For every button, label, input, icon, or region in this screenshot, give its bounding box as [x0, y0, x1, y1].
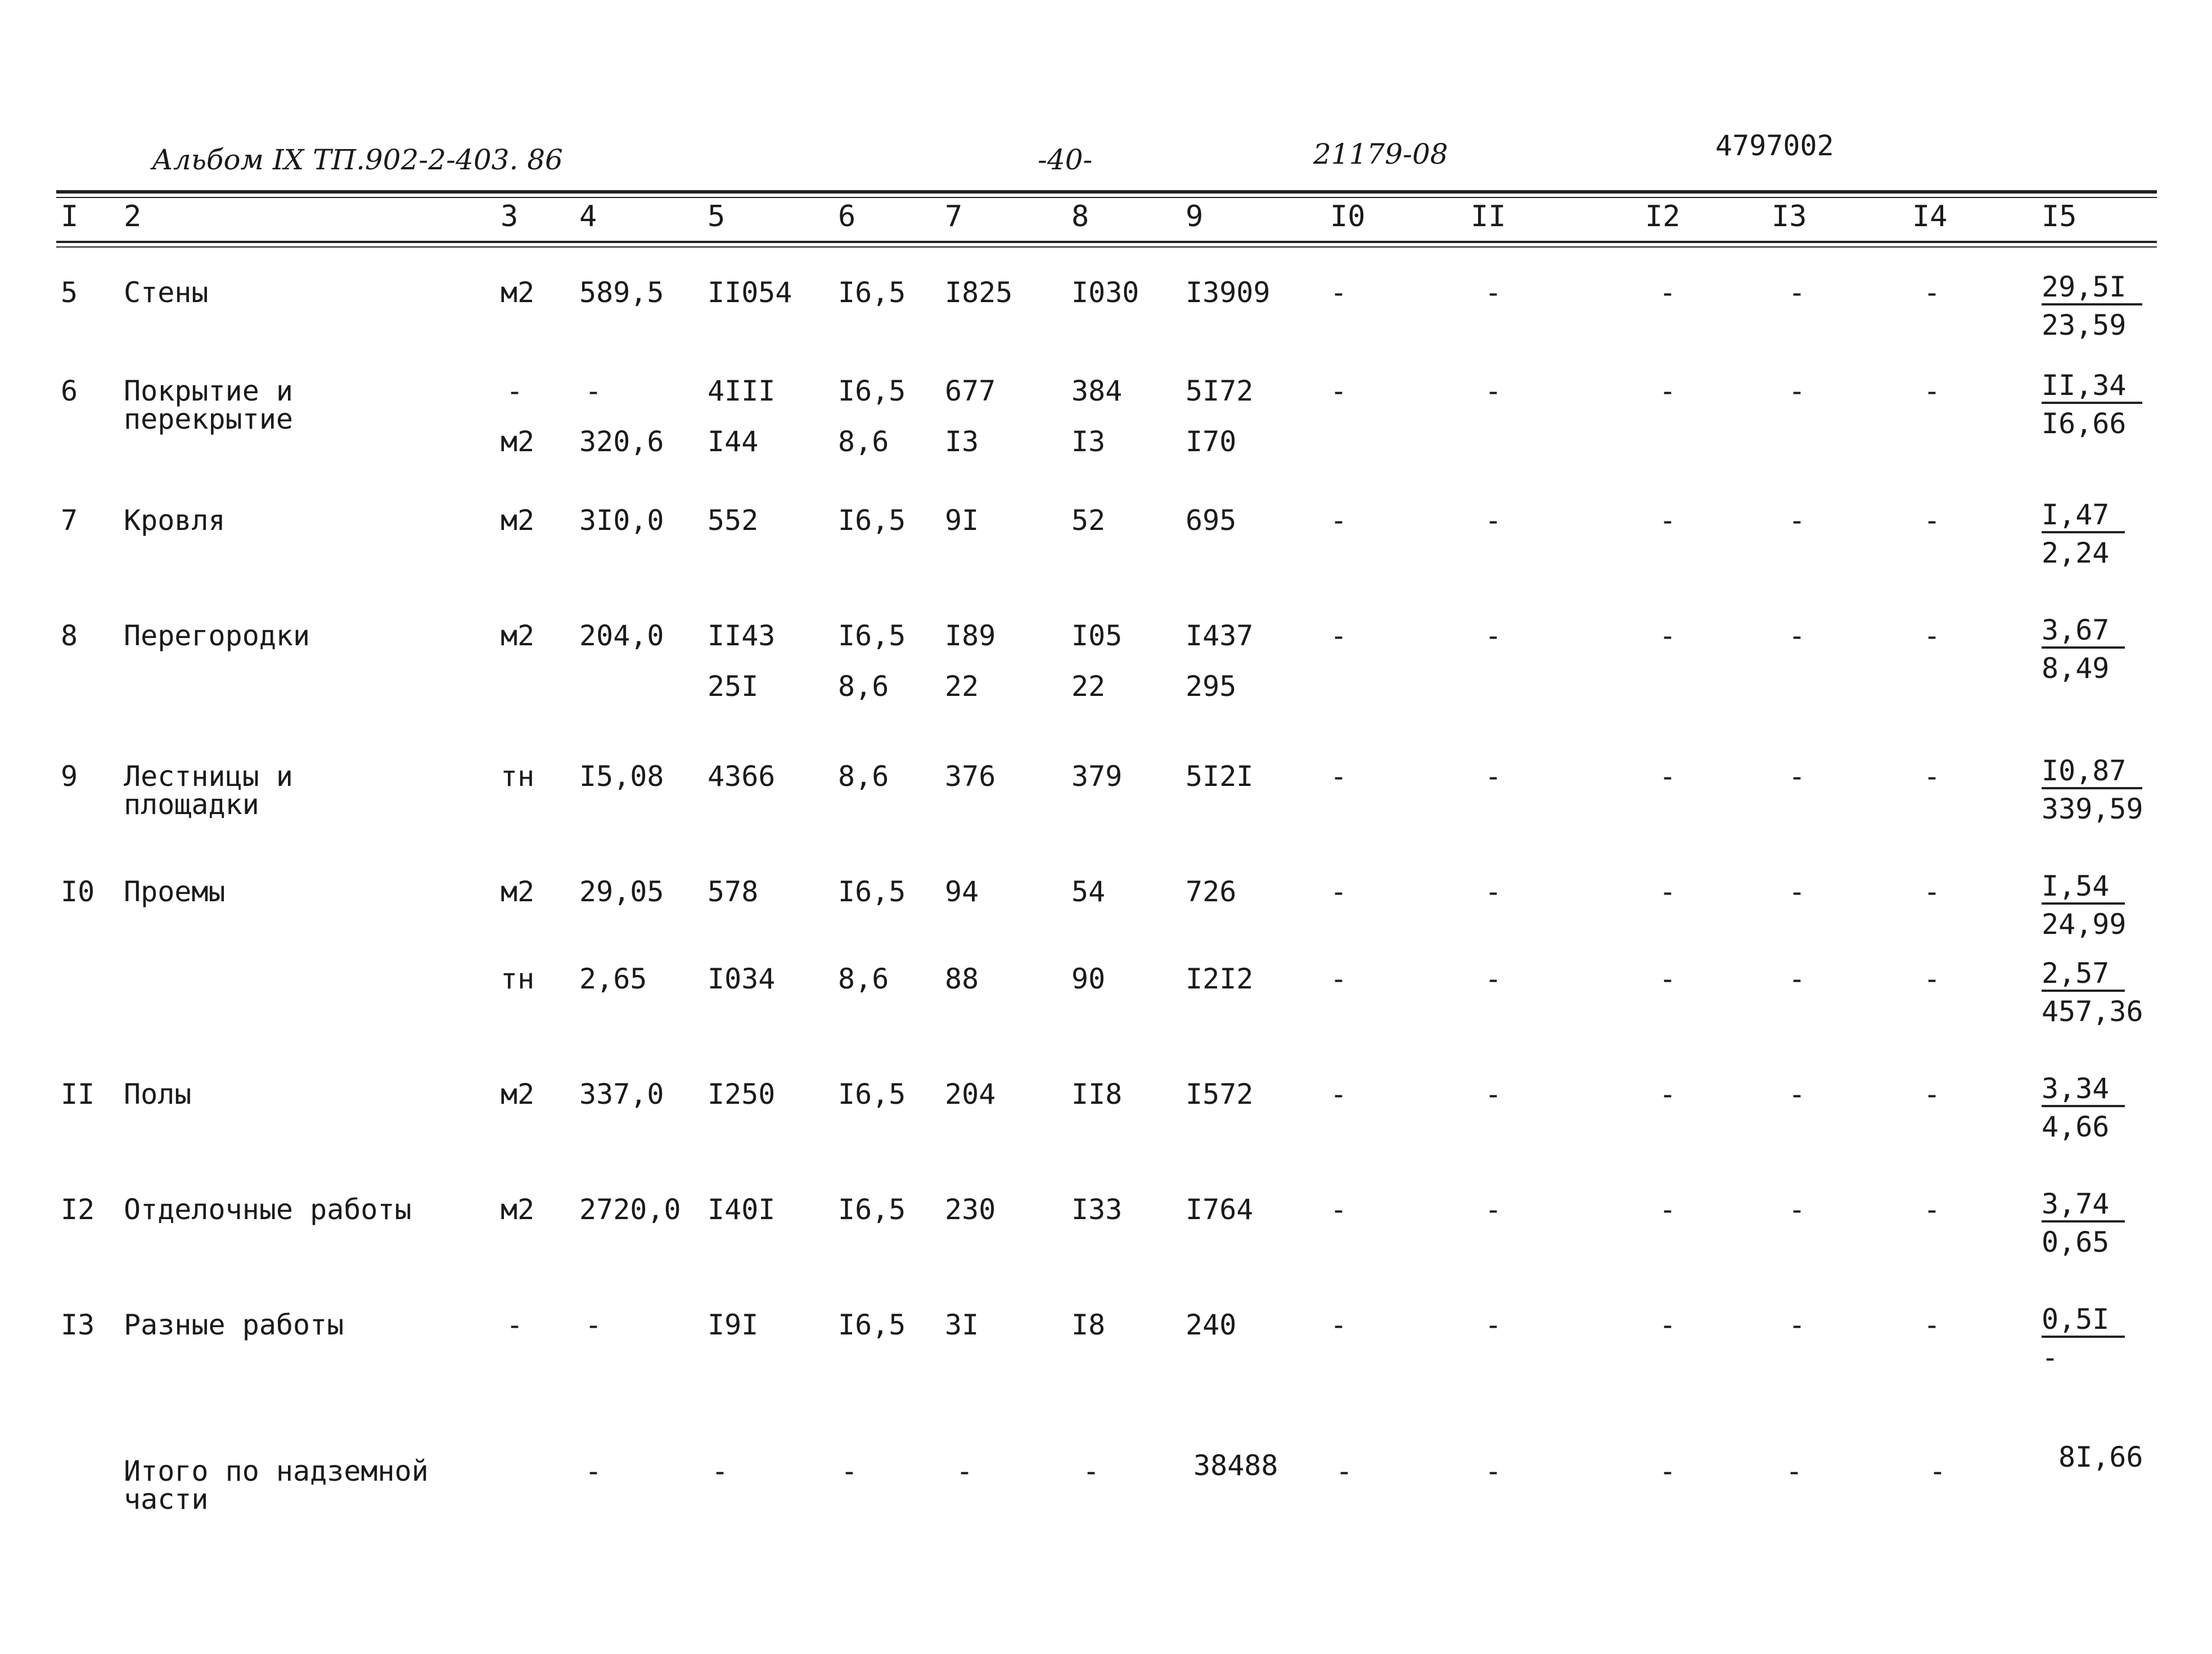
value-cell: II43	[708, 619, 776, 652]
item-name: Лестницы и площадки	[124, 760, 294, 821]
dash-cell: -	[1788, 963, 1806, 995]
dash-cell: -	[1330, 276, 1348, 309]
fraction-value	[2042, 754, 2143, 825]
value-cell: 8,6	[838, 425, 889, 458]
dash-cell: -	[1923, 276, 1941, 309]
row-number: 7	[61, 504, 78, 537]
fraction-value	[2042, 1188, 2125, 1259]
dash-cell: -	[1788, 1193, 1806, 1226]
album-reference: Альбом IX ТП.902-2-403. 86	[152, 143, 563, 176]
value-cell: 25I	[708, 670, 759, 703]
total-cell: -	[1659, 1455, 1677, 1487]
value-cell: 9I	[945, 504, 979, 537]
total-cell: -	[585, 1455, 602, 1487]
column-header: 5	[708, 200, 726, 233]
column-header: 2	[124, 200, 142, 233]
value-cell: 5I2I	[1186, 760, 1254, 793]
fraction-numerator: I,54	[2042, 872, 2125, 905]
top-rule-thin	[56, 197, 2157, 198]
dash-cell: -	[1485, 619, 1502, 652]
dash-cell: -	[1485, 1193, 1502, 1226]
stamp-number: 4797002	[1715, 129, 1834, 162]
dash-cell: -	[1330, 760, 1348, 793]
fraction-denominator: 339,59	[2042, 793, 2143, 825]
unit-cell: тн	[501, 963, 535, 995]
total-label: Итого по надземной части	[124, 1455, 429, 1516]
fraction-value	[2042, 1305, 2125, 1372]
value-cell: 204	[945, 1078, 996, 1111]
dash-cell: -	[1788, 375, 1806, 407]
unit-cell: м2	[501, 425, 535, 458]
value-cell: I437	[1186, 619, 1254, 652]
quantity-cell: 29,05	[579, 875, 664, 908]
dash-cell: -	[1788, 276, 1806, 309]
column-header: I5	[2042, 200, 2077, 233]
value-cell: I2I2	[1186, 963, 1254, 995]
value-cell: I9I	[708, 1309, 759, 1341]
unit-cell: -	[506, 1309, 524, 1341]
fraction-numerator: I0,87	[2042, 757, 2142, 789]
value-cell: 88	[945, 963, 979, 995]
dash-cell: -	[1788, 760, 1806, 793]
value-cell: II8	[1071, 1078, 1123, 1111]
item-name: Покрытие и перекрытие	[124, 375, 294, 435]
fraction-denominator: 8,49	[2042, 652, 2110, 685]
dash-cell: -	[1659, 619, 1677, 652]
dash-cell: -	[1659, 1078, 1677, 1111]
dash-cell: -	[1923, 1193, 1941, 1226]
fraction-value	[2042, 371, 2142, 438]
total-cell: -	[841, 1455, 858, 1487]
value-cell: 695	[1186, 504, 1237, 537]
row-number: II	[61, 1078, 95, 1111]
value-cell: I250	[708, 1078, 776, 1111]
quantity-cell: 337,0	[579, 1078, 664, 1111]
fraction-numerator: 3,74	[2042, 1190, 2125, 1222]
page-number: -40-	[1038, 143, 1093, 176]
value-cell: 22	[945, 670, 979, 703]
row-number: I0	[61, 875, 95, 908]
column-header: 7	[945, 200, 963, 233]
value-cell: 8,6	[838, 963, 889, 995]
top-rule	[56, 190, 2157, 194]
quantity-cell: 3I0,0	[579, 504, 664, 537]
document-code: 21179-08	[1313, 138, 1448, 170]
column-header: 8	[1071, 200, 1089, 233]
dash-cell: -	[1485, 760, 1502, 793]
column-header: 3	[501, 200, 519, 233]
dash-cell: -	[1485, 963, 1502, 995]
dash-cell: -	[1330, 1309, 1348, 1341]
value-cell: I3	[1071, 425, 1106, 458]
row-number: 8	[61, 619, 78, 652]
dash-cell: -	[1659, 375, 1677, 407]
dash-cell: -	[1788, 1078, 1806, 1111]
column-header: 4	[579, 200, 597, 233]
dash-cell: -	[1485, 504, 1502, 537]
quantity-cell: -	[585, 375, 602, 407]
quantity-cell: 204,0	[579, 619, 664, 652]
fraction-denominator: 0,65	[2042, 1226, 2110, 1259]
value-cell: II054	[708, 276, 792, 309]
fraction-numerator: 3,67	[2042, 616, 2125, 649]
value-cell: I6,5	[838, 1309, 906, 1341]
value-cell: I6,5	[838, 1193, 906, 1226]
header-bottom-rule-thin	[56, 246, 2157, 248]
row-number: I3	[61, 1309, 95, 1341]
value-cell: 3I	[945, 1309, 979, 1341]
total-percent: 8I,66	[2058, 1441, 2143, 1473]
dash-cell: -	[1485, 375, 1502, 407]
value-cell: I572	[1186, 1078, 1254, 1111]
value-cell: I40I	[708, 1193, 776, 1226]
value-cell: I6,5	[838, 875, 906, 908]
row-number: 5	[61, 276, 78, 309]
fraction-numerator: 2,57	[2042, 959, 2125, 992]
column-header: I4	[1912, 200, 1948, 233]
dash-cell: -	[1788, 619, 1806, 652]
fraction-denominator: 2,24	[2042, 537, 2110, 569]
quantity-cell: -	[585, 1309, 602, 1341]
value-cell: 726	[1186, 875, 1237, 908]
quantity-cell: 2,65	[579, 963, 647, 995]
value-cell: 677	[945, 375, 996, 407]
value-cell: 4366	[708, 760, 776, 793]
fraction-denominator: 457,36	[2042, 995, 2143, 1028]
fraction-value	[2042, 498, 2125, 569]
item-name: Перегородки	[124, 619, 310, 652]
dash-cell: -	[1659, 1309, 1677, 1341]
dash-cell: -	[1330, 504, 1348, 537]
value-cell: I6,5	[838, 375, 906, 407]
quantity-cell: I5,08	[579, 760, 664, 793]
total-cell: -	[1786, 1455, 1803, 1487]
fraction-numerator: I,47	[2042, 501, 2125, 533]
fraction-value	[2042, 614, 2125, 685]
fraction-denominator: -	[2042, 1341, 2059, 1374]
dash-cell: -	[1923, 1309, 1941, 1341]
fraction-value	[2042, 959, 2143, 1026]
item-name: Отделочные работы	[124, 1193, 412, 1226]
dash-cell: -	[1659, 963, 1677, 995]
dash-cell: -	[1659, 276, 1677, 309]
dash-cell: -	[1923, 760, 1941, 793]
unit-cell: м2	[501, 619, 535, 652]
total-cell: -	[1083, 1455, 1100, 1487]
unit-cell: м2	[501, 276, 535, 309]
unit-cell: м2	[501, 1078, 535, 1111]
value-cell: 52	[1071, 504, 1106, 537]
item-name: Стены	[124, 276, 209, 309]
value-cell: 578	[708, 875, 759, 908]
value-cell: I825	[945, 276, 1013, 309]
dash-cell: -	[1659, 504, 1677, 537]
value-cell: 552	[708, 504, 759, 537]
column-header: 9	[1186, 200, 1204, 233]
total-cell: -	[1485, 1455, 1502, 1487]
dash-cell: -	[1330, 875, 1348, 908]
dash-cell: -	[1330, 375, 1348, 407]
dash-cell: -	[1923, 504, 1941, 537]
value-cell: I05	[1071, 619, 1123, 652]
fraction-numerator: 0,5I	[2042, 1305, 2125, 1338]
value-cell: 384	[1071, 375, 1123, 407]
column-header: I0	[1330, 200, 1366, 233]
dash-cell: -	[1330, 963, 1348, 995]
column-header: I	[61, 200, 79, 233]
dash-cell: -	[1485, 1078, 1502, 1111]
column-header: 6	[838, 200, 856, 233]
fraction-value	[2042, 273, 2142, 339]
item-name: Полы	[124, 1078, 192, 1111]
item-name: Разные работы	[124, 1309, 344, 1341]
value-cell: 240	[1186, 1309, 1237, 1341]
column-header: I3	[1772, 200, 1807, 233]
fraction-numerator: II,34	[2042, 371, 2142, 404]
value-cell: I70	[1186, 425, 1237, 458]
total-cell: -	[1336, 1455, 1353, 1487]
dash-cell: -	[1788, 504, 1806, 537]
dash-cell: -	[1923, 875, 1941, 908]
value-cell: I034	[708, 963, 776, 995]
dash-cell: -	[1923, 1078, 1941, 1111]
total-cell: -	[956, 1455, 974, 1487]
value-cell: 8,6	[838, 760, 889, 793]
unit-cell: тн	[501, 760, 535, 793]
value-cell: I6,5	[838, 619, 906, 652]
value-cell: 94	[945, 875, 979, 908]
value-cell: 22	[1071, 670, 1106, 703]
item-name: Кровля	[124, 504, 226, 537]
fraction-numerator: 3,34	[2042, 1075, 2125, 1107]
dash-cell: -	[1659, 875, 1677, 908]
value-cell: I33	[1071, 1193, 1123, 1226]
value-cell: I6,5	[838, 276, 906, 309]
fraction-numerator: 29,5I	[2042, 273, 2142, 305]
total-sum: 38488	[1193, 1449, 1278, 1482]
value-cell: 54	[1071, 875, 1106, 908]
value-cell: 90	[1071, 963, 1106, 995]
dash-cell: -	[1485, 276, 1502, 309]
value-cell: 4III	[708, 375, 776, 407]
value-cell: I764	[1186, 1193, 1254, 1226]
value-cell: I3909	[1186, 276, 1271, 309]
row-number: 6	[61, 375, 78, 407]
dash-cell: -	[1659, 760, 1677, 793]
dash-cell: -	[1923, 619, 1941, 652]
value-cell: 376	[945, 760, 996, 793]
fraction-value	[2042, 870, 2127, 941]
fraction-denominator: 24,99	[2042, 908, 2127, 941]
unit-cell: м2	[501, 875, 535, 908]
value-cell: I8	[1071, 1309, 1106, 1341]
value-cell: 230	[945, 1193, 996, 1226]
column-header: I2	[1645, 200, 1681, 233]
unit-cell: м2	[501, 1193, 535, 1226]
value-cell: I6,5	[838, 504, 906, 537]
dash-cell: -	[1788, 875, 1806, 908]
dash-cell: -	[1923, 375, 1941, 407]
fraction-denominator: I6,66	[2042, 407, 2127, 440]
unit-cell: м2	[501, 504, 535, 537]
fraction-denominator: 4,66	[2042, 1111, 2110, 1143]
dash-cell: -	[1659, 1193, 1677, 1226]
dash-cell: -	[1330, 1078, 1348, 1111]
value-cell: 295	[1186, 670, 1237, 703]
quantity-cell: 589,5	[579, 276, 664, 309]
value-cell: 8,6	[838, 670, 889, 703]
row-number: 9	[61, 760, 78, 793]
dash-cell: -	[1788, 1309, 1806, 1341]
total-cell: -	[1929, 1455, 1947, 1487]
value-cell: I89	[945, 619, 996, 652]
value-cell: I3	[945, 425, 979, 458]
quantity-cell: 2720,0	[579, 1193, 681, 1226]
unit-cell: -	[506, 375, 524, 407]
row-number: I2	[61, 1193, 95, 1226]
total-cell: -	[711, 1455, 729, 1487]
fraction-denominator: 23,59	[2042, 309, 2127, 341]
dash-cell: -	[1330, 1193, 1348, 1226]
quantity-cell: 320,6	[579, 425, 664, 458]
dash-cell: -	[1485, 875, 1502, 908]
dash-cell: -	[1923, 963, 1941, 995]
value-cell: 5I72	[1186, 375, 1254, 407]
dash-cell: -	[1485, 1309, 1502, 1341]
value-cell: I44	[708, 425, 759, 458]
fraction-value	[2042, 1072, 2125, 1143]
column-header: II	[1471, 200, 1506, 233]
header-bottom-rule	[56, 241, 2157, 243]
item-name: Проемы	[124, 875, 226, 908]
value-cell: I6,5	[838, 1078, 906, 1111]
value-cell: 379	[1071, 760, 1123, 793]
dash-cell: -	[1330, 619, 1348, 652]
value-cell: I030	[1071, 276, 1139, 309]
